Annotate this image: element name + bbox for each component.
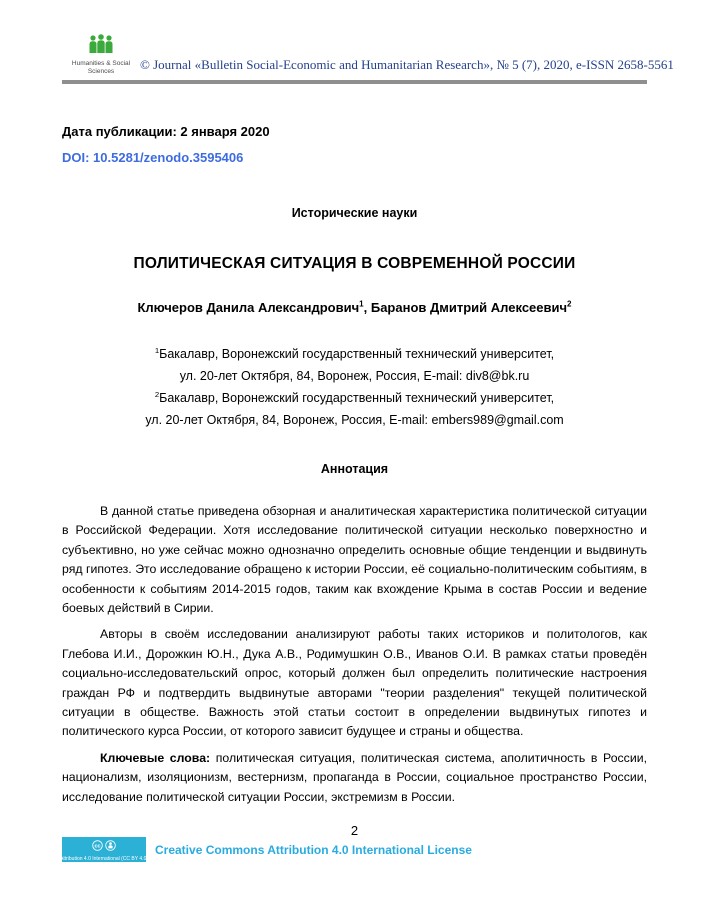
author-2-superscript: 2 (567, 299, 572, 309)
keywords-text: политическая ситуация, политическая система, аполитичность в России, национализм, изоляционизм, вестернизм, пропаганда в России, социальное пространство России, исследование политической ситуации России, экстремизм в России. (62, 750, 647, 804)
section-heading: Исторические науки (291, 205, 418, 220)
author-2-name: Баранов Дмитрий Алексеевич (370, 299, 568, 315)
journal-logo (62, 34, 140, 75)
article-title: ПОЛИТИЧЕСКАЯ СИТУАЦИЯ В СОВРЕМЕННОЙ РОССИИ (133, 254, 576, 272)
attribution-person-icon (105, 838, 116, 856)
license-link[interactable]: Creative Commons Attribution 4.0 International License (155, 842, 472, 857)
journal-header-line: © Journal «Bulletin Social-Economic and Humanitarian Research», № 5 (7), 2020, e-ISSN 2658-5561 (140, 56, 674, 72)
affiliation-2-line1: $^2$Бакалавр, Воронежский государственный технический университет, (154, 389, 555, 405)
keywords-label: Ключевые слова: (100, 750, 211, 765)
author-1-superscript: 1 (359, 299, 364, 309)
affiliations-block (0, 343, 709, 431)
abstract-paragraph-2: Авторы в своём исследовании анализируют работы таких историков и политологов, как Глебова И.И., Дорожкин Ю.Н., Дука А.В., Родимушкин О.В., Иванов О.И. В рамках статьи проведён социально-исследовательский опрос, который должен был определить политические настроения граждан РФ и подтвердить выдвинутые авторами "теории разделения" текущей политической ситуации в обществе. Важность этой статьи состоит в определении выдвинутых гипотез и политического курса России, от которого зависит будущее и страны и общества. (62, 627, 647, 739)
cc-icon (92, 838, 103, 856)
abstract-paragraph-1: В данной статье приведена обзорная и аналитическая характеристика политической ситуации в Российской Федерации. Хотя исследование политической ситуации несколько поверхностно и субъективно, но уже сейчас можно однозначно определить основные общие тенденции и выдвинуть ряд гипотез. Это исследование обращено к истории России, её социально-политическим событиям, в особенности к событиям 2014-2015 годов, таким как вхождение Крыма в состав России и ведение боевых действий в Сирии. (62, 503, 647, 615)
authors-line (0, 300, 709, 315)
footer-license-row (62, 837, 472, 862)
affiliation-2-line2: ул. 20-лет Октября, 84, Воронеж, Россия, E-mail: embers989@gmail.com (145, 412, 564, 427)
cc-by-badge[interactable] (60, 837, 149, 862)
doi-link[interactable]: DOI: 10.5281/zenodo.3595406 (62, 149, 244, 165)
affiliation-1-line2: ул. 20-лет Октября, 84, Воронеж, Россия, E-mail: div8@bk.ru (179, 368, 530, 383)
publication-meta (0, 84, 709, 167)
abstract-body (0, 502, 709, 807)
publication-date: Дата публикации: 2 января 2020 (62, 123, 270, 139)
page-number: 2 (350, 823, 359, 838)
author-1-name: Ключеров Данила Александрович (137, 299, 360, 315)
page-header (0, 0, 709, 84)
keywords-paragraph (62, 749, 647, 807)
authors-separator: , (363, 299, 371, 315)
people-group-icon (88, 41, 114, 58)
logo-text-line1: Humanities & Social (71, 59, 131, 67)
logo-text-line2: Sciences (87, 67, 115, 75)
svg-text:cc: cc (94, 843, 101, 850)
abstract-heading: Аннотация (320, 461, 389, 476)
affiliation-1-line1: $^1$Бакалавр, Воронежский государственный технический университет, (154, 345, 555, 361)
cc-badge-caption: Attribution 4.0 International (CC BY 4.0) (60, 855, 149, 862)
